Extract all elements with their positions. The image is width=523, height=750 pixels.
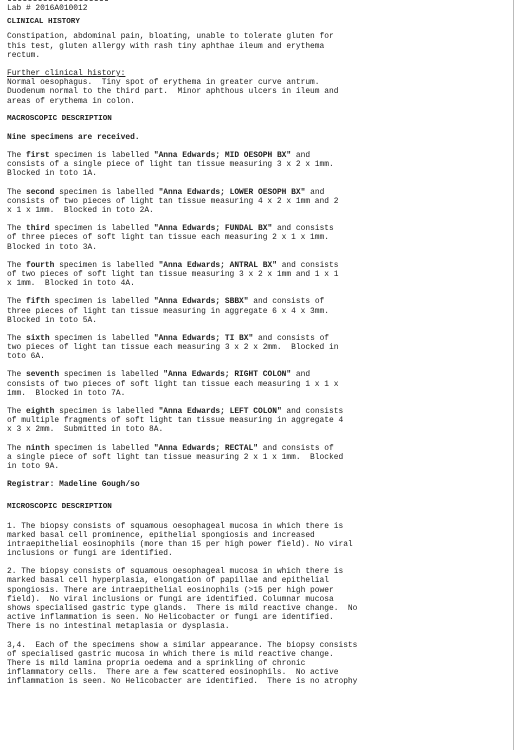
clinical-history-text: Constipation, abdominal pain, bloating, unable to tolerate gluten for this test, gluten allergy with rash tiny aphthae ileum and erythema rectum. — [7, 32, 334, 60]
specimen-label: "Anna Edwards; RECTAL" — [153, 443, 259, 453]
specimen-paragraph: The third specimen is labelled "Anna Edwards; FUNDAL BX" and consists of three pieces of soft light tan tissue each measuring 2 x 1 x 1mm. Blocked in toto 3A. — [7, 224, 334, 252]
specimen-ordinal: fifth — [25, 297, 50, 307]
lab-number: Lab # 2016A010012 — [7, 4, 88, 13]
specimen-label: "Anna Edwards; MID OESOPH BX" — [153, 151, 292, 161]
specimen-label: "Anna Edwards; LOWER OESOPH BX" — [158, 187, 306, 197]
microscopic-paragraph: 3,4. Each of the specimens show a similar appearance. The biopsy consists of specialised gastric mucosa in which there is mild reactive change. There is mild lamina propria oedema and a sprinkling of chronic inflammatory cells. There are a few scattered eosinophils. No active inflammation is seen. No Helicobacter are identified. There is no atrophy — [7, 640, 358, 687]
specimen-paragraph: The first specimen is labelled "Anna Edwards; MID OESOPH BX" and consists of a single piece of light tan tissue measuring 3 x 2 x 1mm. Blocked in toto 1A. — [7, 151, 334, 179]
specimen-paragraph: The eighth specimen is labelled "Anna Edwards; LEFT COLON" and consists of multiple fragments of soft light tan tissue measuring in aggregate 4 x 3 x 2mm. Submitted in toto 8A. — [7, 407, 344, 435]
specimen-label: "Anna Edwards; FUNDAL BX" — [153, 224, 273, 234]
specimen-paragraph: The seventh specimen is labelled "Anna Edwards; RIGHT COLON" and consists of two pieces of soft light tan tissue each measuring 1 x 1 x 1mm. Blocked in toto 7A. — [7, 370, 339, 398]
report-body — [7, 4, 505, 687]
specimen-label: "Anna Edwards; SBBX" — [153, 297, 249, 307]
further-history-heading: Further clinical history: — [7, 68, 126, 78]
microscopic-paragraph: 2. The biopsy consists of squamous oesophageal mucosa in which there is marked basal cell hyperplasia, elongation of papillae and epithelial spongiosis. There are intraepithelial eosinophils (>15 per high power field). No viral inclusions or fungi are identified. Columnar mucosa shows specialised gastric type glands. There is mild reactive change. No active inflammation is seen. No Helicobacter or fungi are identified. There is no intestinal metaplasia or dysplasia. — [7, 567, 358, 632]
registrar-line: Registrar: Madeline Gough/so — [7, 480, 140, 490]
specimen-ordinal: ninth — [25, 443, 50, 453]
specimen-ordinal: second — [25, 187, 55, 197]
specimen-paragraph: The sixth specimen is labelled "Anna Edwards; TI BX" and consists of two pieces of light tan tissue each measuring 3 x 2 x 2mm. Blocked in toto 6A. — [7, 333, 339, 362]
specimen-list — [7, 151, 505, 480]
specimen-paragraph: The fourth specimen is labelled "Anna Edwards; ANTRAL BX" and consists of two pieces of soft light tan tissue measuring 3 x 2 x 1mm and 1 x 1 x 1mm. Blocked in toto 4A. — [7, 260, 339, 289]
specimen-label: "Anna Edwards; RIGHT COLON" — [163, 370, 292, 380]
specimen-label: "Anna Edwards; LEFT COLON" — [158, 407, 282, 416]
specimen-ordinal: seventh — [25, 370, 60, 380]
further-history-text: Normal oesophagus. Tiny spot of erythema in greater curve antrum. Duodenum normal to the third part. Minor aphthous ulcers in ileum and areas of erythema in colon. — [7, 78, 339, 106]
specimen-paragraph: The ninth specimen is labelled "Anna Edwards; RECTAL" and consists of a single piece of soft light tan tissue measuring 2 x 1 x 1mm. Blocked in toto 9A. — [7, 443, 344, 471]
microscopic-text — [7, 522, 505, 687]
microscopic-paragraph: 1. The biopsy consists of squamous oesophageal mucosa in which there is marked basal cell prominence, epithelial spongiosis and increased intraepithelial eosinophils (more than 15 per high power field). No viral inclusions or fungi are identified. — [7, 521, 353, 559]
specimen-label: "Anna Edwards; ANTRAL BX" — [158, 260, 277, 270]
microscopic-heading: MICROSCOPIC DESCRIPTION — [7, 503, 112, 512]
specimen-ordinal: eighth — [25, 407, 55, 416]
specimen-ordinal: fourth — [25, 260, 55, 270]
specimen-paragraph: The second specimen is labelled "Anna Edwards; LOWER OESOPH BX" and consists of two pieces of light tan tissue measuring 4 x 2 x 1mm and 2 x 1 x 1mm. Blocked in toto 2A. — [7, 187, 339, 215]
specimen-label: "Anna Edwards; TI BX" — [153, 333, 254, 343]
specimen-ordinal: first — [25, 151, 50, 161]
specimen-ordinal: sixth — [25, 333, 50, 343]
macroscopic-heading: MACROSCOPIC DESCRIPTION — [7, 114, 112, 123]
clinical-history-heading: CLINICAL HISTORY — [7, 18, 80, 27]
specimen-paragraph: The fifth specimen is labelled "Anna Edwards; SBBX" and consists of three pieces of light tan tissue measuring in aggregate 6 x 4 x 3mm. Blocked in toto 5A. — [7, 297, 329, 325]
page-edge-line — [513, 0, 514, 750]
specimen-ordinal: third — [25, 224, 50, 234]
specimens-intro: Nine specimens are received. — [7, 132, 140, 142]
